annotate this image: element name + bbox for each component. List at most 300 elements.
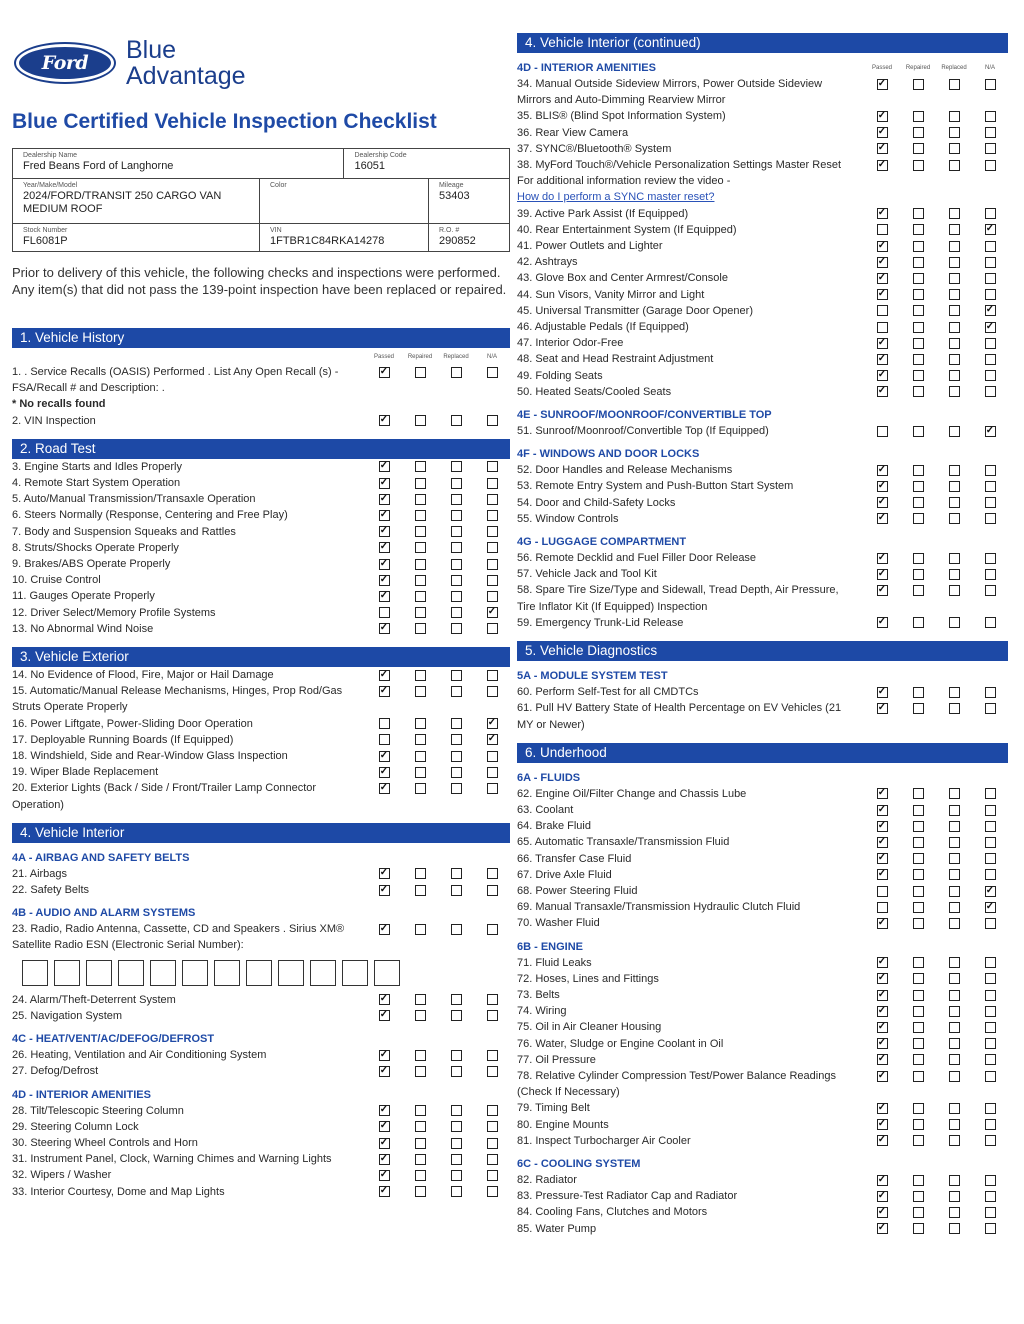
checkbox-repaired[interactable] — [402, 1151, 438, 1167]
checkbox-repaired[interactable] — [402, 524, 438, 540]
checkbox-na[interactable] — [972, 287, 1008, 303]
checkbox-passed[interactable] — [366, 459, 402, 475]
checkbox-repaired[interactable] — [900, 867, 936, 883]
checkbox-replaced[interactable] — [438, 413, 474, 429]
checkbox-passed[interactable] — [864, 1003, 900, 1019]
checkbox-passed[interactable] — [864, 1052, 900, 1068]
checkbox-replaced[interactable] — [438, 1151, 474, 1167]
checkbox-repaired[interactable] — [900, 238, 936, 254]
checkbox-na[interactable] — [972, 1117, 1008, 1133]
checkbox-passed[interactable] — [366, 621, 402, 637]
checkbox-passed[interactable] — [864, 270, 900, 286]
checkbox-repaired[interactable] — [900, 423, 936, 439]
esn-digit-box[interactable] — [150, 960, 176, 986]
checkbox-repaired[interactable] — [900, 883, 936, 899]
checkbox-na[interactable] — [972, 899, 1008, 915]
checkbox-passed[interactable] — [366, 866, 402, 882]
checkbox-na[interactable] — [474, 866, 510, 882]
checkbox-passed[interactable] — [864, 1221, 900, 1237]
checkbox-repaired[interactable] — [900, 818, 936, 834]
checkbox-repaired[interactable] — [900, 1100, 936, 1116]
checkbox-repaired[interactable] — [402, 491, 438, 507]
checkbox-na[interactable] — [474, 1151, 510, 1167]
checkbox-na[interactable] — [972, 915, 1008, 931]
checkbox-na[interactable] — [972, 141, 1008, 157]
checkbox-na[interactable] — [972, 1133, 1008, 1149]
checkbox-passed[interactable] — [864, 495, 900, 511]
checkbox-na[interactable] — [972, 1019, 1008, 1035]
checkbox-na[interactable] — [474, 413, 510, 429]
checkbox-replaced[interactable] — [936, 222, 972, 238]
checkbox-na[interactable] — [474, 475, 510, 491]
checkbox-replaced[interactable] — [438, 556, 474, 572]
checkbox-na[interactable] — [972, 206, 1008, 222]
checkbox-repaired[interactable] — [900, 319, 936, 335]
checkbox-repaired[interactable] — [402, 459, 438, 475]
checkbox-na[interactable] — [972, 423, 1008, 439]
checkbox-na[interactable] — [972, 335, 1008, 351]
checkbox-replaced[interactable] — [936, 270, 972, 286]
esn-digit-box[interactable] — [246, 960, 272, 986]
checkbox-passed[interactable] — [864, 319, 900, 335]
checkbox-passed[interactable] — [864, 1019, 900, 1035]
sync-reset-link[interactable]: How do I perform a SYNC master reset? — [517, 191, 715, 204]
checkbox-passed[interactable] — [366, 1063, 402, 1079]
checkbox-passed[interactable] — [864, 867, 900, 883]
checkbox-na[interactable] — [972, 684, 1008, 700]
esn-digit-box[interactable] — [86, 960, 112, 986]
checkbox-passed[interactable] — [864, 335, 900, 351]
checkbox-passed[interactable] — [366, 732, 402, 748]
checkbox-na[interactable] — [474, 459, 510, 475]
checkbox-repaired[interactable] — [900, 478, 936, 494]
checkbox-passed[interactable] — [366, 1047, 402, 1063]
checkbox-repaired[interactable] — [900, 955, 936, 971]
checkbox-repaired[interactable] — [900, 851, 936, 867]
checkbox-na[interactable] — [972, 1188, 1008, 1204]
checkbox-repaired[interactable] — [402, 1184, 438, 1200]
checkbox-replaced[interactable] — [936, 851, 972, 867]
checkbox-repaired[interactable] — [900, 222, 936, 238]
checkbox-na[interactable] — [972, 955, 1008, 971]
checkbox-na[interactable] — [972, 971, 1008, 987]
checkbox-repaired[interactable] — [900, 987, 936, 1003]
checkbox-repaired[interactable] — [402, 992, 438, 1008]
checkbox-na[interactable] — [474, 1119, 510, 1135]
checkbox-repaired[interactable] — [900, 802, 936, 818]
checkbox-na[interactable] — [972, 550, 1008, 566]
checkbox-na[interactable] — [474, 748, 510, 764]
checkbox-repaired[interactable] — [900, 1221, 936, 1237]
checkbox-repaired[interactable] — [402, 1008, 438, 1024]
checkbox-repaired[interactable] — [900, 141, 936, 157]
checkbox-passed[interactable] — [864, 700, 900, 716]
checkbox-na[interactable] — [972, 786, 1008, 802]
checkbox-replaced[interactable] — [936, 1052, 972, 1068]
checkbox-repaired[interactable] — [402, 1167, 438, 1183]
checkbox-passed[interactable] — [366, 524, 402, 540]
checkbox-na[interactable] — [474, 1135, 510, 1151]
checkbox-replaced[interactable] — [438, 1167, 474, 1183]
checkbox-replaced[interactable] — [438, 540, 474, 556]
checkbox-replaced[interactable] — [936, 141, 972, 157]
checkbox-replaced[interactable] — [936, 125, 972, 141]
checkbox-na[interactable] — [972, 1172, 1008, 1188]
checkbox-na[interactable] — [474, 764, 510, 780]
checkbox-repaired[interactable] — [402, 556, 438, 572]
checkbox-passed[interactable] — [864, 883, 900, 899]
checkbox-replaced[interactable] — [936, 335, 972, 351]
checkbox-passed[interactable] — [366, 1151, 402, 1167]
checkbox-replaced[interactable] — [936, 834, 972, 850]
checkbox-passed[interactable] — [864, 303, 900, 319]
checkbox-replaced[interactable] — [438, 1184, 474, 1200]
checkbox-passed[interactable] — [366, 364, 402, 380]
checkbox-passed[interactable] — [366, 507, 402, 523]
checkbox-replaced[interactable] — [438, 459, 474, 475]
checkbox-na[interactable] — [972, 303, 1008, 319]
checkbox-na[interactable] — [474, 1047, 510, 1063]
checkbox-passed[interactable] — [864, 582, 900, 598]
checkbox-repaired[interactable] — [402, 588, 438, 604]
checkbox-repaired[interactable] — [900, 1117, 936, 1133]
checkbox-repaired[interactable] — [900, 125, 936, 141]
checkbox-replaced[interactable] — [936, 368, 972, 384]
checkbox-repaired[interactable] — [900, 582, 936, 598]
checkbox-replaced[interactable] — [438, 605, 474, 621]
checkbox-na[interactable] — [474, 540, 510, 556]
checkbox-passed[interactable] — [864, 971, 900, 987]
esn-digit-box[interactable] — [214, 960, 240, 986]
checkbox-repaired[interactable] — [402, 780, 438, 796]
checkbox-replaced[interactable] — [438, 748, 474, 764]
checkbox-na[interactable] — [474, 992, 510, 1008]
checkbox-replaced[interactable] — [936, 1100, 972, 1116]
checkbox-na[interactable] — [972, 495, 1008, 511]
checkbox-passed[interactable] — [366, 475, 402, 491]
checkbox-repaired[interactable] — [900, 384, 936, 400]
checkbox-na[interactable] — [474, 1184, 510, 1200]
checkbox-na[interactable] — [474, 364, 510, 380]
checkbox-replaced[interactable] — [438, 1063, 474, 1079]
checkbox-passed[interactable] — [864, 786, 900, 802]
checkbox-passed[interactable] — [864, 550, 900, 566]
checkbox-passed[interactable] — [366, 1008, 402, 1024]
checkbox-na[interactable] — [474, 732, 510, 748]
checkbox-repaired[interactable] — [402, 475, 438, 491]
checkbox-replaced[interactable] — [936, 351, 972, 367]
checkbox-repaired[interactable] — [900, 899, 936, 915]
checkbox-na[interactable] — [972, 384, 1008, 400]
checkbox-repaired[interactable] — [402, 716, 438, 732]
checkbox-replaced[interactable] — [936, 786, 972, 802]
checkbox-repaired[interactable] — [900, 108, 936, 124]
checkbox-passed[interactable] — [864, 238, 900, 254]
checkbox-passed[interactable] — [864, 423, 900, 439]
checkbox-passed[interactable] — [366, 588, 402, 604]
checkbox-na[interactable] — [972, 615, 1008, 631]
checkbox-replaced[interactable] — [936, 1019, 972, 1035]
checkbox-repaired[interactable] — [402, 1103, 438, 1119]
checkbox-repaired[interactable] — [900, 1003, 936, 1019]
checkbox-na[interactable] — [972, 566, 1008, 582]
checkbox-passed[interactable] — [366, 716, 402, 732]
checkbox-repaired[interactable] — [402, 540, 438, 556]
checkbox-passed[interactable] — [366, 1184, 402, 1200]
checkbox-repaired[interactable] — [402, 667, 438, 683]
esn-digit-box[interactable] — [22, 960, 48, 986]
checkbox-replaced[interactable] — [936, 157, 972, 173]
checkbox-na[interactable] — [972, 478, 1008, 494]
checkbox-na[interactable] — [972, 1068, 1008, 1084]
checkbox-na[interactable] — [474, 780, 510, 796]
checkbox-replaced[interactable] — [936, 1068, 972, 1084]
checkbox-repaired[interactable] — [402, 605, 438, 621]
checkbox-passed[interactable] — [864, 1188, 900, 1204]
checkbox-passed[interactable] — [366, 780, 402, 796]
checkbox-replaced[interactable] — [936, 206, 972, 222]
checkbox-replaced[interactable] — [438, 1047, 474, 1063]
checkbox-na[interactable] — [972, 1052, 1008, 1068]
checkbox-repaired[interactable] — [402, 1063, 438, 1079]
checkbox-replaced[interactable] — [936, 1172, 972, 1188]
checkbox-passed[interactable] — [366, 1103, 402, 1119]
checkbox-repaired[interactable] — [900, 254, 936, 270]
checkbox-repaired[interactable] — [402, 1135, 438, 1151]
checkbox-na[interactable] — [972, 254, 1008, 270]
checkbox-replaced[interactable] — [936, 971, 972, 987]
checkbox-passed[interactable] — [366, 921, 402, 937]
checkbox-passed[interactable] — [864, 511, 900, 527]
checkbox-repaired[interactable] — [402, 621, 438, 637]
checkbox-repaired[interactable] — [900, 511, 936, 527]
checkbox-na[interactable] — [474, 507, 510, 523]
checkbox-replaced[interactable] — [936, 818, 972, 834]
checkbox-passed[interactable] — [366, 413, 402, 429]
checkbox-repaired[interactable] — [900, 615, 936, 631]
esn-digit-box[interactable] — [278, 960, 304, 986]
checkbox-replaced[interactable] — [438, 1119, 474, 1135]
checkbox-replaced[interactable] — [936, 802, 972, 818]
checkbox-na[interactable] — [474, 1063, 510, 1079]
checkbox-passed[interactable] — [864, 141, 900, 157]
checkbox-na[interactable] — [972, 157, 1008, 173]
checkbox-repaired[interactable] — [900, 1068, 936, 1084]
checkbox-na[interactable] — [474, 491, 510, 507]
checkbox-passed[interactable] — [366, 882, 402, 898]
checkbox-repaired[interactable] — [900, 303, 936, 319]
checkbox-replaced[interactable] — [438, 1103, 474, 1119]
checkbox-repaired[interactable] — [402, 748, 438, 764]
checkbox-passed[interactable] — [864, 1133, 900, 1149]
checkbox-passed[interactable] — [366, 667, 402, 683]
checkbox-replaced[interactable] — [936, 700, 972, 716]
checkbox-passed[interactable] — [864, 206, 900, 222]
checkbox-passed[interactable] — [864, 1117, 900, 1133]
checkbox-na[interactable] — [972, 883, 1008, 899]
checkbox-repaired[interactable] — [900, 462, 936, 478]
checkbox-na[interactable] — [474, 882, 510, 898]
checkbox-replaced[interactable] — [936, 615, 972, 631]
checkbox-replaced[interactable] — [438, 621, 474, 637]
checkbox-repaired[interactable] — [900, 495, 936, 511]
checkbox-na[interactable] — [474, 572, 510, 588]
checkbox-replaced[interactable] — [438, 572, 474, 588]
checkbox-repaired[interactable] — [402, 572, 438, 588]
checkbox-passed[interactable] — [366, 748, 402, 764]
checkbox-passed[interactable] — [366, 491, 402, 507]
checkbox-passed[interactable] — [366, 540, 402, 556]
checkbox-passed[interactable] — [864, 1100, 900, 1116]
checkbox-na[interactable] — [972, 368, 1008, 384]
checkbox-passed[interactable] — [864, 351, 900, 367]
checkbox-replaced[interactable] — [936, 955, 972, 971]
checkbox-na[interactable] — [972, 108, 1008, 124]
checkbox-na[interactable] — [972, 1221, 1008, 1237]
checkbox-replaced[interactable] — [936, 495, 972, 511]
checkbox-replaced[interactable] — [438, 866, 474, 882]
checkbox-passed[interactable] — [864, 615, 900, 631]
checkbox-repaired[interactable] — [900, 157, 936, 173]
checkbox-replaced[interactable] — [936, 566, 972, 582]
checkbox-repaired[interactable] — [900, 786, 936, 802]
checkbox-passed[interactable] — [366, 1135, 402, 1151]
checkbox-na[interactable] — [474, 621, 510, 637]
checkbox-replaced[interactable] — [936, 867, 972, 883]
checkbox-replaced[interactable] — [438, 1008, 474, 1024]
checkbox-na[interactable] — [972, 700, 1008, 716]
checkbox-repaired[interactable] — [900, 566, 936, 582]
checkbox-repaired[interactable] — [900, 206, 936, 222]
checkbox-replaced[interactable] — [936, 899, 972, 915]
checkbox-repaired[interactable] — [900, 834, 936, 850]
checkbox-na[interactable] — [474, 1008, 510, 1024]
checkbox-passed[interactable] — [864, 462, 900, 478]
checkbox-replaced[interactable] — [438, 491, 474, 507]
checkbox-repaired[interactable] — [900, 700, 936, 716]
checkbox-passed[interactable] — [864, 76, 900, 92]
checkbox-replaced[interactable] — [936, 254, 972, 270]
checkbox-na[interactable] — [972, 319, 1008, 335]
checkbox-replaced[interactable] — [936, 462, 972, 478]
checkbox-replaced[interactable] — [936, 303, 972, 319]
checkbox-na[interactable] — [972, 222, 1008, 238]
checkbox-replaced[interactable] — [438, 780, 474, 796]
checkbox-repaired[interactable] — [900, 1036, 936, 1052]
checkbox-na[interactable] — [972, 1003, 1008, 1019]
checkbox-passed[interactable] — [864, 384, 900, 400]
checkbox-passed[interactable] — [864, 899, 900, 915]
checkbox-repaired[interactable] — [900, 1172, 936, 1188]
checkbox-repaired[interactable] — [900, 351, 936, 367]
checkbox-replaced[interactable] — [438, 475, 474, 491]
checkbox-passed[interactable] — [864, 254, 900, 270]
checkbox-replaced[interactable] — [936, 883, 972, 899]
checkbox-repaired[interactable] — [900, 971, 936, 987]
checkbox-replaced[interactable] — [936, 915, 972, 931]
checkbox-repaired[interactable] — [402, 866, 438, 882]
checkbox-na[interactable] — [474, 683, 510, 699]
checkbox-replaced[interactable] — [438, 992, 474, 1008]
checkbox-na[interactable] — [972, 818, 1008, 834]
checkbox-replaced[interactable] — [936, 684, 972, 700]
checkbox-repaired[interactable] — [900, 368, 936, 384]
esn-digit-box[interactable] — [54, 960, 80, 986]
checkbox-passed[interactable] — [864, 1068, 900, 1084]
checkbox-na[interactable] — [972, 851, 1008, 867]
checkbox-passed[interactable] — [366, 556, 402, 572]
checkbox-replaced[interactable] — [936, 582, 972, 598]
checkbox-na[interactable] — [972, 987, 1008, 1003]
checkbox-passed[interactable] — [864, 157, 900, 173]
checkbox-passed[interactable] — [864, 987, 900, 1003]
checkbox-passed[interactable] — [864, 108, 900, 124]
checkbox-na[interactable] — [972, 867, 1008, 883]
checkbox-passed[interactable] — [864, 1204, 900, 1220]
checkbox-repaired[interactable] — [900, 1052, 936, 1068]
checkbox-passed[interactable] — [864, 818, 900, 834]
checkbox-replaced[interactable] — [438, 732, 474, 748]
esn-digit-box[interactable] — [342, 960, 368, 986]
checkbox-na[interactable] — [474, 716, 510, 732]
checkbox-na[interactable] — [972, 270, 1008, 286]
checkbox-na[interactable] — [972, 1036, 1008, 1052]
checkbox-repaired[interactable] — [900, 1188, 936, 1204]
checkbox-repaired[interactable] — [900, 335, 936, 351]
checkbox-na[interactable] — [972, 582, 1008, 598]
checkbox-replaced[interactable] — [936, 1204, 972, 1220]
checkbox-passed[interactable] — [864, 851, 900, 867]
checkbox-passed[interactable] — [864, 478, 900, 494]
checkbox-passed[interactable] — [864, 566, 900, 582]
checkbox-passed[interactable] — [864, 802, 900, 818]
checkbox-replaced[interactable] — [438, 882, 474, 898]
checkbox-na[interactable] — [972, 511, 1008, 527]
esn-digit-box[interactable] — [182, 960, 208, 986]
checkbox-replaced[interactable] — [438, 716, 474, 732]
checkbox-na[interactable] — [474, 588, 510, 604]
esn-digit-box[interactable] — [310, 960, 336, 986]
checkbox-passed[interactable] — [864, 222, 900, 238]
checkbox-replaced[interactable] — [936, 511, 972, 527]
checkbox-replaced[interactable] — [438, 1135, 474, 1151]
checkbox-na[interactable] — [972, 125, 1008, 141]
checkbox-replaced[interactable] — [438, 524, 474, 540]
checkbox-replaced[interactable] — [936, 108, 972, 124]
checkbox-repaired[interactable] — [402, 764, 438, 780]
checkbox-replaced[interactable] — [438, 764, 474, 780]
checkbox-repaired[interactable] — [900, 684, 936, 700]
checkbox-replaced[interactable] — [438, 921, 474, 937]
checkbox-na[interactable] — [972, 1204, 1008, 1220]
checkbox-repaired[interactable] — [402, 413, 438, 429]
checkbox-passed[interactable] — [864, 834, 900, 850]
checkbox-replaced[interactable] — [936, 319, 972, 335]
checkbox-repaired[interactable] — [402, 507, 438, 523]
checkbox-replaced[interactable] — [936, 1188, 972, 1204]
checkbox-repaired[interactable] — [402, 1119, 438, 1135]
checkbox-passed[interactable] — [864, 955, 900, 971]
checkbox-na[interactable] — [972, 462, 1008, 478]
checkbox-passed[interactable] — [864, 684, 900, 700]
checkbox-repaired[interactable] — [402, 732, 438, 748]
checkbox-na[interactable] — [972, 351, 1008, 367]
checkbox-replaced[interactable] — [936, 1003, 972, 1019]
checkbox-na[interactable] — [474, 667, 510, 683]
checkbox-replaced[interactable] — [438, 588, 474, 604]
checkbox-replaced[interactable] — [936, 1036, 972, 1052]
checkbox-repaired[interactable] — [900, 550, 936, 566]
